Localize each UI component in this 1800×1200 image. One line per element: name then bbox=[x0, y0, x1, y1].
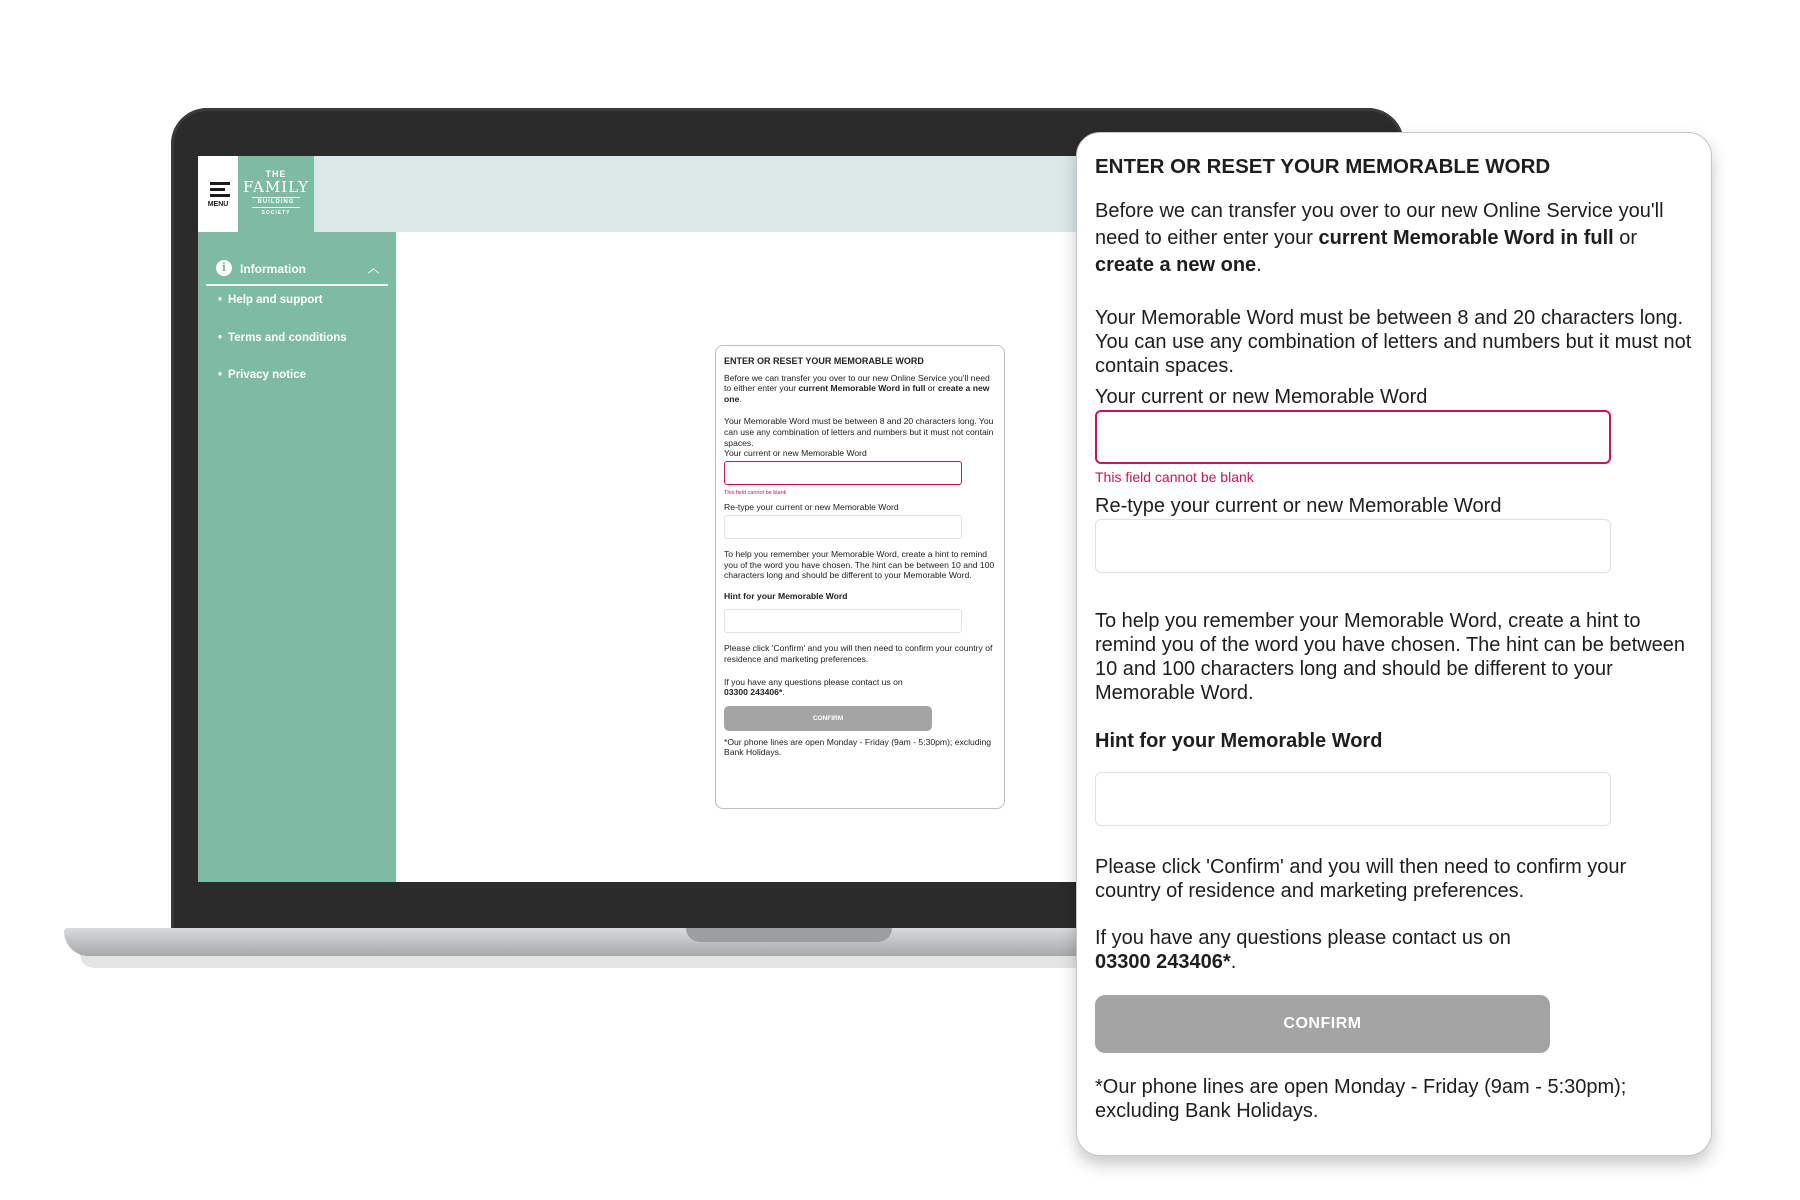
mini-form-title: ENTER OR RESET YOUR MEMORABLE WORD bbox=[724, 356, 924, 366]
mini-hint-input[interactable] bbox=[724, 609, 962, 633]
memorable-word-form bbox=[1076, 132, 1712, 1156]
hint-help-text: To help you remember your Memorable Word, create a hint to remind you of the word you have chosen. The hint can be between 10 and 100 characters long and should be different to your Memorable Word. bbox=[1095, 610, 1686, 704]
mini-memorable-word-input[interactable] bbox=[724, 461, 962, 485]
phone-number: 03300 243406* bbox=[1095, 951, 1231, 973]
logo-building: BUILDING bbox=[252, 197, 300, 208]
mini-contact-text: If you have any questions please contact us on 03300 243406*. bbox=[724, 676, 903, 698]
hint-label: Hint for your Memorable Word bbox=[1095, 730, 1383, 752]
confirm-button[interactable]: CONFIRM bbox=[1095, 995, 1550, 1053]
contact-text: If you have any questions please contact us on 03300 243406*. bbox=[1095, 927, 1511, 973]
mini-hint-help-text: To help you remember your Memorable Word, create a hint to remind you of the word you have chosen. The hint can be between 10 and 100 characters long and should be different to your Memorable Word. bbox=[724, 548, 995, 581]
mini-retype-input[interactable] bbox=[724, 515, 962, 539]
sidebar-item-privacy[interactable] bbox=[218, 369, 306, 381]
menu-label: MENU bbox=[207, 201, 229, 208]
memorable-word-label: Your current or new Memorable Word bbox=[1095, 386, 1428, 408]
sidebar-item-label: Help and support bbox=[228, 294, 323, 306]
bullet-icon: • bbox=[218, 332, 223, 344]
sidebar-section-label: Information bbox=[240, 262, 306, 276]
retype-label: Re-type your current or new Memorable Word bbox=[1095, 495, 1502, 517]
sidebar-item-label: Privacy notice bbox=[228, 369, 307, 381]
footnote: *Our phone lines are open Monday - Friday (9am - 5:30pm); excluding Bank Holidays. bbox=[1095, 1076, 1627, 1122]
logo-family: FAMILY bbox=[242, 178, 310, 196]
mini-rules-text: Your Memorable Word must be between 8 and 20 characters long. You can use any combination of letters and numbers but it must not contain spaces. bbox=[724, 416, 994, 448]
sidebar-item-label: Terms and conditions bbox=[228, 332, 347, 344]
mini-confirm-button[interactable]: CONFIRM bbox=[724, 706, 932, 731]
sidebar-section-information[interactable] bbox=[206, 254, 388, 286]
logo-the: THE bbox=[265, 169, 287, 179]
info-icon: i bbox=[216, 260, 232, 276]
mini-form-card bbox=[715, 345, 1005, 809]
logo-society: SOCIETY bbox=[261, 210, 291, 216]
sidebar-item-terms[interactable] bbox=[218, 332, 347, 344]
bullet-icon: • bbox=[218, 294, 223, 306]
sidebar bbox=[198, 232, 396, 882]
memorable-word-input[interactable] bbox=[1095, 410, 1611, 464]
bullet-icon: • bbox=[218, 369, 223, 381]
rules-text: Your Memorable Word must be between 8 and 20 characters long. You can use any combination of letters and numbers but it must not contain spaces. bbox=[1095, 307, 1692, 377]
sidebar-item-help[interactable] bbox=[218, 294, 323, 306]
mini-hint-label: Hint for your Memorable Word bbox=[724, 590, 848, 601]
mini-intro-text: Before we can transfer you over to our new Online Service you'll need to either enter your current Memorable Word in full or create a new one. bbox=[724, 372, 990, 404]
confirm-note: Please click 'Confirm' and you will then need to confirm your country of residence and marketing preferences. bbox=[1095, 856, 1627, 902]
mini-field2-label: Re-type your current or new Memorable Word bbox=[724, 502, 899, 513]
mini-field1-error: This field cannot be blank bbox=[724, 489, 787, 496]
hamburger-icon bbox=[210, 182, 230, 200]
menu-button[interactable] bbox=[198, 156, 238, 232]
mini-confirm-note: Please click 'Confirm' and you will then need to confirm your country of residence and marketing preferences. bbox=[724, 643, 993, 664]
memorable-word-error: This field cannot be blank bbox=[1095, 469, 1254, 485]
mini-field1-label: Your current or new Memorable Word bbox=[724, 448, 867, 459]
laptop-notch bbox=[686, 928, 892, 942]
brand-logo[interactable] bbox=[238, 156, 314, 232]
chevron-up-icon: ︿ bbox=[368, 263, 379, 275]
hint-input[interactable] bbox=[1095, 772, 1611, 826]
retype-memorable-word-input[interactable] bbox=[1095, 519, 1611, 573]
page-title: ENTER OR RESET YOUR MEMORABLE WORD bbox=[1095, 155, 1551, 178]
intro-text: Before we can transfer you over to our new Online Service you'll need to either enter your current Memorable Word in full or create a new one. bbox=[1095, 200, 1664, 276]
mini-footnote: *Our phone lines are open Monday - Friday (9am - 5:30pm); excluding Bank Holidays. bbox=[724, 736, 992, 758]
